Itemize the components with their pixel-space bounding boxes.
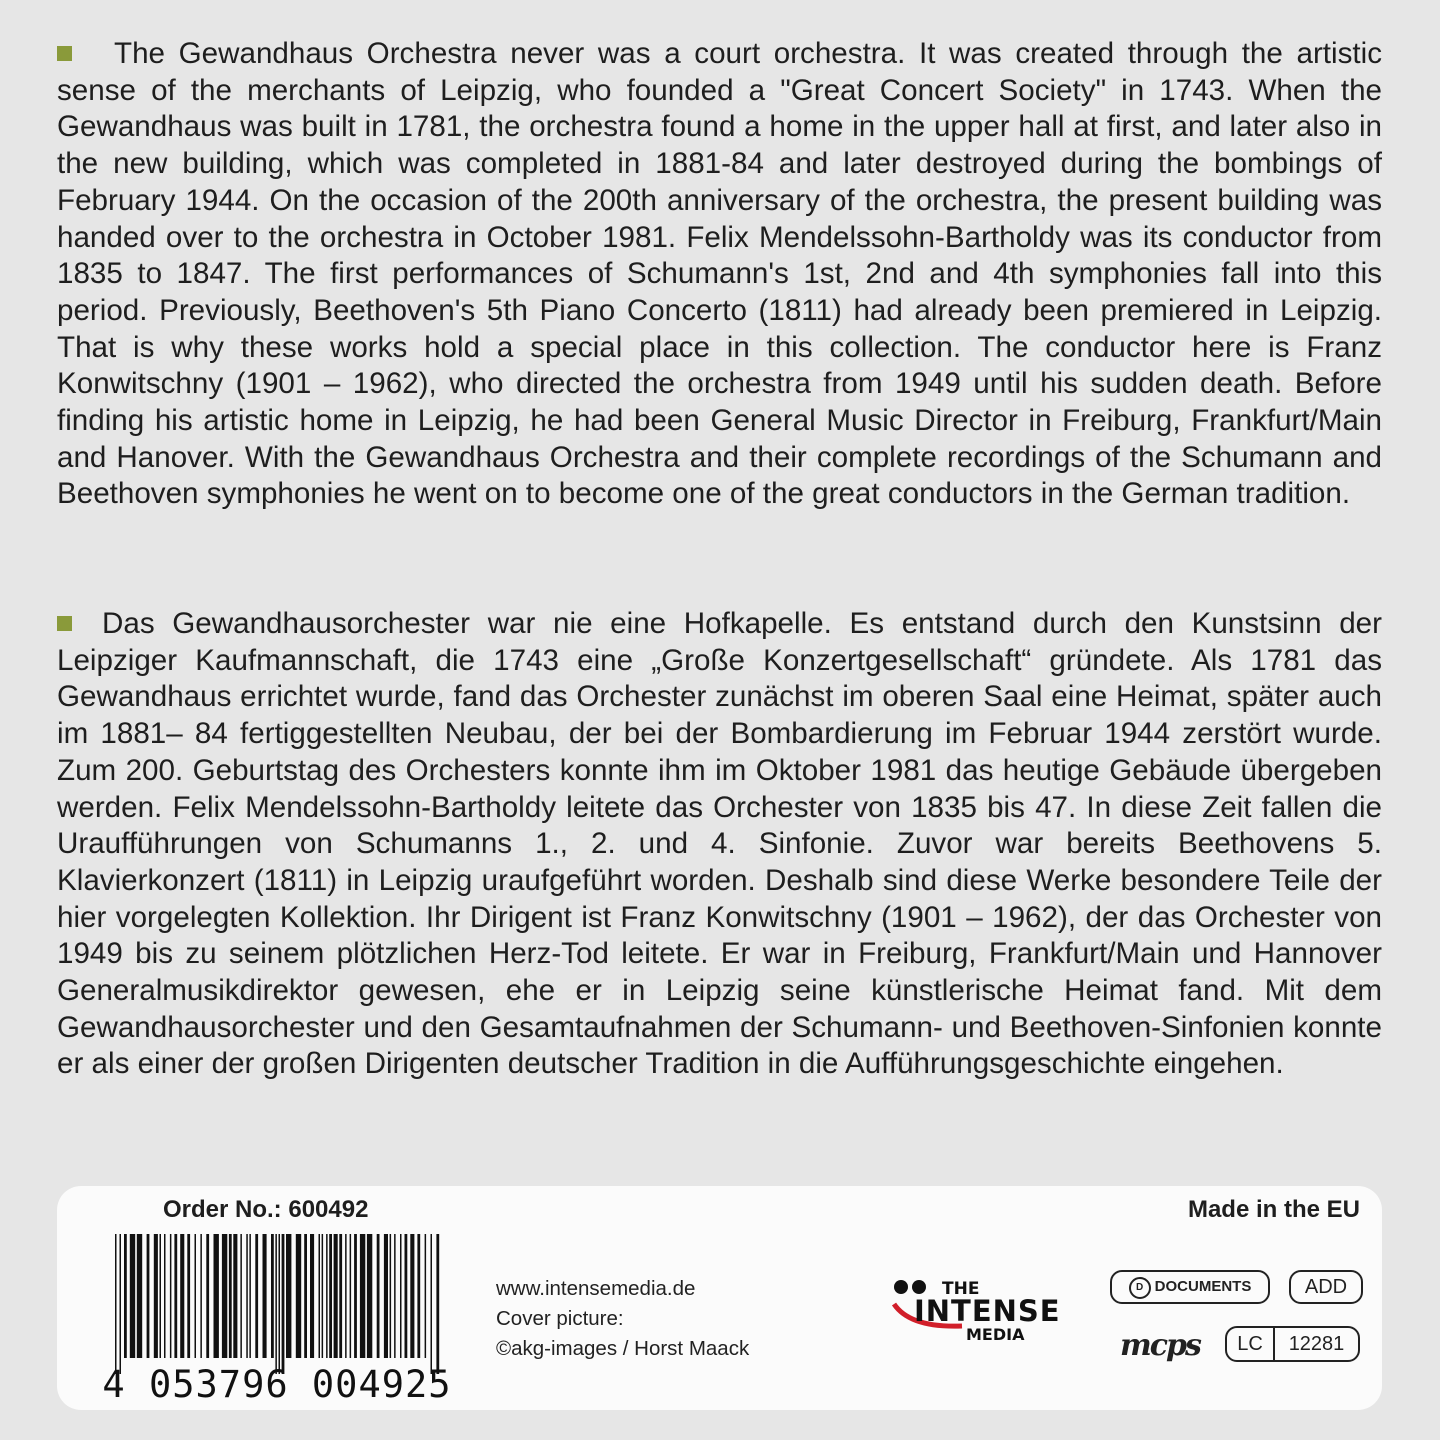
barcode-bar xyxy=(384,1234,388,1358)
order-number: Order No.: 600492 xyxy=(163,1196,369,1223)
barcode-bar xyxy=(377,1234,380,1358)
barcode-bar xyxy=(170,1234,172,1358)
cover-label: Cover picture: xyxy=(496,1307,624,1330)
barcode-number: 4 053796 004925 xyxy=(102,1363,452,1402)
lc-label: LC xyxy=(1227,1328,1275,1360)
barcode-bar xyxy=(304,1234,307,1358)
square-bullet-icon xyxy=(57,616,72,631)
barcode-bar xyxy=(279,1234,281,1374)
add-badge: ADD xyxy=(1289,1270,1363,1304)
barcode-bar xyxy=(214,1234,219,1358)
barcode-bar xyxy=(233,1234,237,1358)
barcode-bar xyxy=(240,1234,242,1358)
credits xyxy=(496,1274,749,1364)
barcode-bar xyxy=(255,1234,258,1358)
barcode-bar xyxy=(354,1234,357,1358)
barcode-bar xyxy=(334,1234,338,1358)
barcode-bar xyxy=(296,1234,301,1358)
barcode-bar xyxy=(286,1234,291,1358)
logo-media: MEDIA xyxy=(966,1325,1025,1344)
barcode-bar xyxy=(160,1234,162,1358)
barcode-bar xyxy=(115,1234,117,1374)
barcode-bar xyxy=(263,1234,267,1358)
barcode-bar xyxy=(367,1234,372,1358)
barcode-bar xyxy=(436,1234,439,1374)
barcode-bar xyxy=(360,1234,365,1358)
mcps-logo: mcps xyxy=(1120,1328,1200,1363)
barcode-bar xyxy=(174,1234,177,1358)
cover-credit: ©akg-images / Horst Maack xyxy=(496,1337,750,1360)
barcode-bar xyxy=(180,1234,184,1358)
label-code-badge xyxy=(1225,1326,1360,1362)
made-in-label: Made in the EU xyxy=(1187,1196,1360,1223)
barcode-bar xyxy=(249,1234,251,1358)
barcode-bar xyxy=(164,1234,166,1358)
barcode-bar xyxy=(345,1234,347,1358)
barcode-bar xyxy=(326,1234,328,1358)
barcode-bar xyxy=(310,1234,314,1358)
barcode-bar xyxy=(390,1234,392,1358)
barcode-bar xyxy=(322,1234,324,1358)
barcode-bar xyxy=(417,1234,420,1358)
barcode-bar xyxy=(405,1234,408,1358)
documents-label: DOCUMENTS xyxy=(1154,1278,1252,1295)
barcode-bar xyxy=(222,1234,227,1358)
logo-the: THE xyxy=(942,1279,980,1299)
barcode-bar xyxy=(229,1234,232,1358)
barcode-bar xyxy=(195,1234,197,1358)
barcode-bar xyxy=(271,1234,274,1358)
barcode-bar xyxy=(282,1234,285,1374)
website-link[interactable]: www.intensemedia.de xyxy=(496,1277,696,1300)
barcode-bar xyxy=(130,1234,135,1358)
documents-badge xyxy=(1110,1270,1270,1304)
barcode-bar xyxy=(187,1234,190,1358)
english-text: The Gewandhaus Orchestra never was a court orchestra. It was created through the artistic sense of the merchants of Leipzig, who founded a "Great Concert Society" in 1743. When the Gewandhaus was built in 1781, the orchestra found a home in the upper hall at first, and later also in the new building, which was completed in 1881-84 and later destroyed during the bombings of February 1944. On the occasion of the 200th anniversary of the orchestra, the present building was handed over to the orchestra in October 1981. Felix Mendelssohn-Bartholdy was its conductor from 1835 to 1847. The first performances of Schumann's 1st, 2nd and 4th symphonies fall into this period. Previously, Beethoven's 5th Piano Concerto (1811) had already been premiered in Leipzig. That is why these works hold a special place in this collection. The conductor here is Franz Konwitschny (1901 – 1962), who directed the orchestra from 1949 until his sudden death. Before finding his artistic home in Leipzig, he had been General Music Director in Freiburg, Frankfurt/Main and Hanover. With the Gewandhaus Orchestra and their complete recordings of the Schumann and Beethoven symphonies he went on to become one of the great conductors in the German tradition. xyxy=(57,37,1382,511)
barcode-bar xyxy=(206,1234,209,1358)
lc-number: 12281 xyxy=(1288,1333,1345,1355)
barcode-bar xyxy=(147,1234,150,1358)
barcode-bar xyxy=(319,1234,321,1358)
barcode-bar xyxy=(350,1234,352,1358)
barcode-bar xyxy=(400,1234,402,1358)
barcode-bar xyxy=(200,1234,202,1358)
barcode-bar xyxy=(339,1234,342,1358)
barcode-bar xyxy=(124,1234,127,1358)
intense-media-logo-icon xyxy=(892,1276,1067,1346)
barcode-bar xyxy=(425,1234,427,1358)
footer-panel xyxy=(57,1186,1382,1410)
barcode-bar xyxy=(410,1234,414,1358)
english-paragraph xyxy=(57,36,1382,513)
german-paragraph xyxy=(57,606,1382,1083)
documents-icon: D xyxy=(1129,1277,1151,1299)
barcode-bar xyxy=(120,1234,122,1374)
square-bullet-icon xyxy=(57,46,72,61)
barcode-bar xyxy=(431,1234,433,1374)
barcode-bar xyxy=(246,1234,248,1358)
barcode-icon xyxy=(97,1234,457,1402)
logo-intense: INTENSE xyxy=(914,1294,1061,1328)
barcode-bar xyxy=(394,1234,396,1358)
barcode-bar xyxy=(329,1234,332,1358)
german-text: Das Gewandhausorchester war nie eine Hofkapelle. Es entstand durch den Kunstsinn der Leipziger Kaufmannschaft, die 1743 eine „Große Konzertgesellschaft“ gründete. Als 1781 das Gewandhaus errichtet wurde, fand das Orchester zunächst im oberen Saal eine Heimat, später auch im 1881– 84 fertiggestellten Neubau, der bei der Bombardierung im Februar 1944 zerstört wurde. Zum 200. Geburtstag des Orchesters konnte ihm im Oktober 1981 das heutige Gebäude übergeben werden. Felix Mendelssohn-Bartholdy leitete das Orchester von 1835 bis 47. In diese Zeit fallen die Uraufführungen von Schumanns 1., 2. und 4. Sinfonie. Zuvor war bereits Beethovens 5. Klavierkonzert (1811) in Leipzig uraufgeführt worden. Deshalb sind diese Werke besondere Teile der hier vorgelegten Kollektion. Ihr Dirigent ist Franz Konwitschny (1901 – 1962), der das Orchester von 1949 bis zu seinem plötzlichen Herz-Tod leitete. Er war in Freiburg, Frankfurt/Main und Hannover Generalmusikdirektor gewesen, ehe er in Leipzig seine künstlerische Heimat fand. Mit dem Gewandhausorchester und den Gesamtaufnahmen der Schumann- und Beethoven-Sinfonien konnte er als einer der großen Dirigenten deutscher Tradition in die Aufführungsgeschichte eingehen. xyxy=(57,607,1382,1081)
barcode-bar xyxy=(137,1234,142,1358)
barcode-bar xyxy=(275,1234,277,1374)
barcode-bar xyxy=(154,1234,158,1358)
